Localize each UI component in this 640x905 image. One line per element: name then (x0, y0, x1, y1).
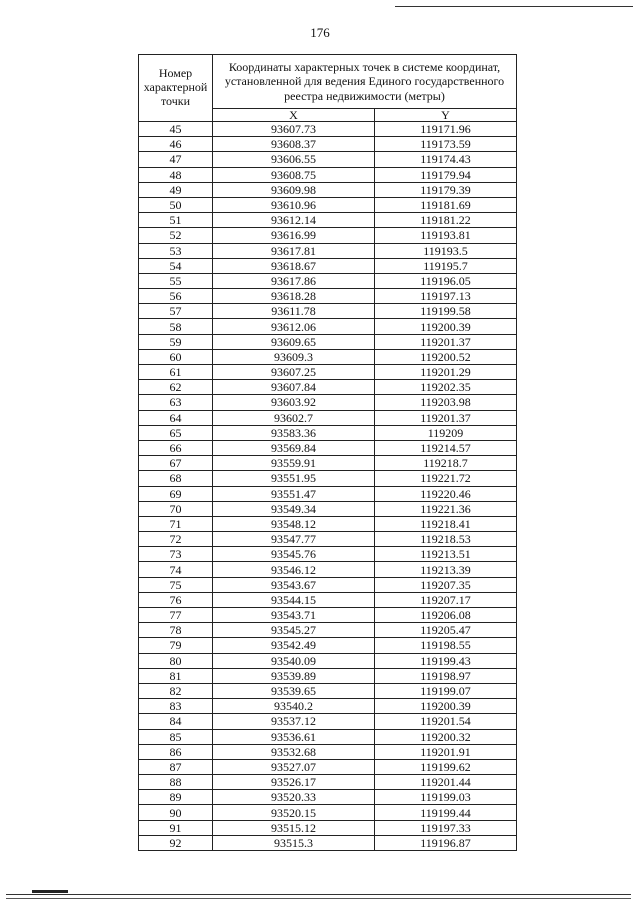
table-row (139, 638, 517, 653)
table-row (139, 729, 517, 744)
x-coordinate-cell: 93569.84 (213, 440, 375, 455)
y-coordinate-cell: 119199.62 (375, 759, 517, 774)
point-number-cell: 83 (139, 699, 213, 714)
table-row (139, 501, 517, 516)
table-row (139, 319, 517, 334)
table-row (139, 486, 517, 501)
table-row (139, 213, 517, 228)
x-coordinate-cell: 93544.15 (213, 592, 375, 607)
x-column-header: X (213, 109, 375, 122)
x-coordinate-cell: 93515.12 (213, 820, 375, 835)
x-coordinate-cell: 93545.76 (213, 547, 375, 562)
y-coordinate-cell: 119199.43 (375, 653, 517, 668)
y-coordinate-cell: 119173.59 (375, 137, 517, 152)
x-coordinate-cell: 93611.78 (213, 304, 375, 319)
y-coordinate-cell: 119221.72 (375, 471, 517, 486)
y-coordinate-cell: 119181.69 (375, 197, 517, 212)
x-coordinate-cell: 93617.81 (213, 243, 375, 258)
table-row (139, 759, 517, 774)
y-coordinate-cell: 119201.44 (375, 775, 517, 790)
point-number-cell: 87 (139, 759, 213, 774)
table-row (139, 714, 517, 729)
point-number-cell: 54 (139, 258, 213, 273)
table-row (139, 152, 517, 167)
point-number-cell: 58 (139, 319, 213, 334)
point-number-cell: 60 (139, 349, 213, 364)
table-row (139, 547, 517, 562)
y-coordinate-cell: 119171.96 (375, 122, 517, 137)
y-coordinate-cell: 119199.03 (375, 790, 517, 805)
y-coordinate-cell: 119201.37 (375, 334, 517, 349)
y-coordinate-cell: 119198.55 (375, 638, 517, 653)
point-number-cell: 49 (139, 182, 213, 197)
table-row (139, 349, 517, 364)
table-row (139, 699, 517, 714)
point-number-cell: 64 (139, 410, 213, 425)
x-coordinate-cell: 93543.67 (213, 577, 375, 592)
x-coordinate-cell: 93608.37 (213, 137, 375, 152)
x-coordinate-cell: 93532.68 (213, 744, 375, 759)
y-coordinate-cell: 119200.32 (375, 729, 517, 744)
table-row (139, 304, 517, 319)
table-row (139, 440, 517, 455)
point-number-cell: 73 (139, 547, 213, 562)
y-coordinate-cell: 119202.35 (375, 380, 517, 395)
table-row (139, 273, 517, 288)
point-number-cell: 66 (139, 440, 213, 455)
table-row (139, 410, 517, 425)
table-row (139, 197, 517, 212)
table-row (139, 532, 517, 547)
point-number-cell: 74 (139, 562, 213, 577)
point-number-cell: 81 (139, 668, 213, 683)
y-coordinate-cell: 119200.39 (375, 699, 517, 714)
x-coordinate-cell: 93609.3 (213, 349, 375, 364)
y-coordinate-cell: 119196.87 (375, 835, 517, 850)
point-number-cell: 51 (139, 213, 213, 228)
x-coordinate-cell: 93612.14 (213, 213, 375, 228)
point-number-cell: 48 (139, 167, 213, 182)
x-coordinate-cell: 93551.47 (213, 486, 375, 501)
x-coordinate-cell: 93545.27 (213, 623, 375, 638)
point-number-cell: 46 (139, 137, 213, 152)
x-coordinate-cell: 93607.84 (213, 380, 375, 395)
y-coordinate-cell: 119213.39 (375, 562, 517, 577)
y-coordinate-cell: 119214.57 (375, 440, 517, 455)
y-coordinate-cell: 119203.98 (375, 395, 517, 410)
table-row (139, 775, 517, 790)
table-row (139, 258, 517, 273)
point-number-cell: 76 (139, 592, 213, 607)
x-coordinate-cell: 93548.12 (213, 516, 375, 531)
table-row (139, 471, 517, 486)
y-coordinate-cell: 119197.33 (375, 820, 517, 835)
table-row (139, 653, 517, 668)
point-number-cell: 72 (139, 532, 213, 547)
point-number-cell: 67 (139, 456, 213, 471)
y-coordinate-cell: 119220.46 (375, 486, 517, 501)
x-coordinate-cell: 93608.75 (213, 167, 375, 182)
coordinates-header: Координаты характерных точек в системе координат, установленной для ведения Единого государственного реестра недвижимости (метры) (213, 55, 517, 109)
x-coordinate-cell: 93540.09 (213, 653, 375, 668)
table-row (139, 289, 517, 304)
y-coordinate-cell: 119199.58 (375, 304, 517, 319)
x-coordinate-cell: 93520.33 (213, 790, 375, 805)
x-coordinate-cell: 93546.12 (213, 562, 375, 577)
table-row (139, 820, 517, 835)
table-row (139, 805, 517, 820)
point-number-cell: 91 (139, 820, 213, 835)
table-row (139, 456, 517, 471)
page-number: 176 (310, 25, 330, 40)
x-coordinate-cell: 93610.96 (213, 197, 375, 212)
x-coordinate-cell: 93551.95 (213, 471, 375, 486)
y-coordinate-cell: 119174.43 (375, 152, 517, 167)
table-body (139, 122, 517, 851)
x-coordinate-cell: 93616.99 (213, 228, 375, 243)
x-coordinate-cell: 93543.71 (213, 608, 375, 623)
table-row (139, 137, 517, 152)
y-coordinate-cell: 119201.29 (375, 365, 517, 380)
y-coordinate-cell: 119193.5 (375, 243, 517, 258)
y-coordinate-cell: 119201.91 (375, 744, 517, 759)
table-row (139, 562, 517, 577)
point-number-cell: 52 (139, 228, 213, 243)
x-coordinate-cell: 93527.07 (213, 759, 375, 774)
point-number-cell: 70 (139, 501, 213, 516)
x-coordinate-cell: 93537.12 (213, 714, 375, 729)
x-coordinate-cell: 93526.17 (213, 775, 375, 790)
y-coordinate-cell: 119207.17 (375, 592, 517, 607)
y-coordinate-cell: 119179.39 (375, 182, 517, 197)
point-number-cell: 86 (139, 744, 213, 759)
y-coordinate-cell: 119197.13 (375, 289, 517, 304)
x-coordinate-cell: 93539.89 (213, 668, 375, 683)
y-coordinate-cell: 119207.35 (375, 577, 517, 592)
point-number-cell: 79 (139, 638, 213, 653)
table-row (139, 228, 517, 243)
footer-rule (6, 894, 631, 895)
point-number-cell: 69 (139, 486, 213, 501)
table-row (139, 608, 517, 623)
y-coordinate-cell: 119209 (375, 425, 517, 440)
y-coordinate-cell: 119181.22 (375, 213, 517, 228)
y-coordinate-cell: 119213.51 (375, 547, 517, 562)
x-coordinate-cell: 93540.2 (213, 699, 375, 714)
x-coordinate-cell: 93607.25 (213, 365, 375, 380)
table-row (139, 683, 517, 698)
point-number-cell: 53 (139, 243, 213, 258)
table-row (139, 167, 517, 182)
x-coordinate-cell: 93542.49 (213, 638, 375, 653)
x-coordinate-cell: 93612.06 (213, 319, 375, 334)
table-row (139, 835, 517, 850)
x-coordinate-cell: 93617.86 (213, 273, 375, 288)
point-number-cell: 65 (139, 425, 213, 440)
y-coordinate-cell: 119193.81 (375, 228, 517, 243)
table-row (139, 668, 517, 683)
point-number-cell: 92 (139, 835, 213, 850)
y-coordinate-cell: 119221.36 (375, 501, 517, 516)
x-coordinate-cell: 93583.36 (213, 425, 375, 440)
x-coordinate-cell: 93607.73 (213, 122, 375, 137)
y-column-header: Y (375, 109, 517, 122)
table-row (139, 243, 517, 258)
point-number-cell: 75 (139, 577, 213, 592)
point-number-cell: 59 (139, 334, 213, 349)
point-number-cell: 57 (139, 304, 213, 319)
y-coordinate-cell: 119179.94 (375, 167, 517, 182)
point-number-cell: 77 (139, 608, 213, 623)
x-coordinate-cell: 93549.34 (213, 501, 375, 516)
y-coordinate-cell: 119198.97 (375, 668, 517, 683)
point-number-cell: 88 (139, 775, 213, 790)
y-coordinate-cell: 119200.39 (375, 319, 517, 334)
point-number-cell: 90 (139, 805, 213, 820)
x-coordinate-cell: 93547.77 (213, 532, 375, 547)
point-number-cell: 62 (139, 380, 213, 395)
table-row (139, 516, 517, 531)
x-coordinate-cell: 93602.7 (213, 410, 375, 425)
y-coordinate-cell: 119201.37 (375, 410, 517, 425)
top-rule (395, 6, 633, 7)
y-coordinate-cell: 119218.41 (375, 516, 517, 531)
coordinates-table (138, 54, 517, 851)
x-coordinate-cell: 93618.28 (213, 289, 375, 304)
y-coordinate-cell: 119201.54 (375, 714, 517, 729)
table-row (139, 182, 517, 197)
point-number-cell: 71 (139, 516, 213, 531)
x-coordinate-cell: 93606.55 (213, 152, 375, 167)
table-row (139, 592, 517, 607)
point-number-cell: 55 (139, 273, 213, 288)
y-coordinate-cell: 119218.53 (375, 532, 517, 547)
point-number-cell: 84 (139, 714, 213, 729)
table-row (139, 425, 517, 440)
table-row (139, 365, 517, 380)
y-coordinate-cell: 119218.7 (375, 456, 517, 471)
table-row (139, 744, 517, 759)
x-coordinate-cell: 93559.91 (213, 456, 375, 471)
x-coordinate-cell: 93536.61 (213, 729, 375, 744)
y-coordinate-cell: 119195.7 (375, 258, 517, 273)
table-row (139, 577, 517, 592)
point-number-cell: 50 (139, 197, 213, 212)
point-number-cell: 85 (139, 729, 213, 744)
point-number-cell: 56 (139, 289, 213, 304)
point-number-cell: 82 (139, 683, 213, 698)
x-coordinate-cell: 93515.3 (213, 835, 375, 850)
y-coordinate-cell: 119206.08 (375, 608, 517, 623)
table-row (139, 380, 517, 395)
point-number-cell: 89 (139, 790, 213, 805)
point-number-cell: 78 (139, 623, 213, 638)
point-number-cell: 61 (139, 365, 213, 380)
x-coordinate-cell: 93618.67 (213, 258, 375, 273)
footer-rule-secondary (6, 898, 631, 899)
point-number-cell: 47 (139, 152, 213, 167)
point-number-header: Номер характерной точки (139, 55, 213, 122)
y-coordinate-cell: 119205.47 (375, 623, 517, 638)
y-coordinate-cell: 119200.52 (375, 349, 517, 364)
point-number-cell: 45 (139, 122, 213, 137)
table-row (139, 623, 517, 638)
x-coordinate-cell: 93609.65 (213, 334, 375, 349)
footer-mark (32, 890, 68, 893)
x-coordinate-cell: 93539.65 (213, 683, 375, 698)
table-row (139, 334, 517, 349)
x-coordinate-cell: 93520.15 (213, 805, 375, 820)
point-number-cell: 80 (139, 653, 213, 668)
y-coordinate-cell: 119199.44 (375, 805, 517, 820)
y-coordinate-cell: 119199.07 (375, 683, 517, 698)
table-row (139, 395, 517, 410)
point-number-cell: 68 (139, 471, 213, 486)
point-number-cell: 63 (139, 395, 213, 410)
table-row (139, 790, 517, 805)
x-coordinate-cell: 93603.92 (213, 395, 375, 410)
y-coordinate-cell: 119196.05 (375, 273, 517, 288)
table-row (139, 122, 517, 137)
x-coordinate-cell: 93609.98 (213, 182, 375, 197)
